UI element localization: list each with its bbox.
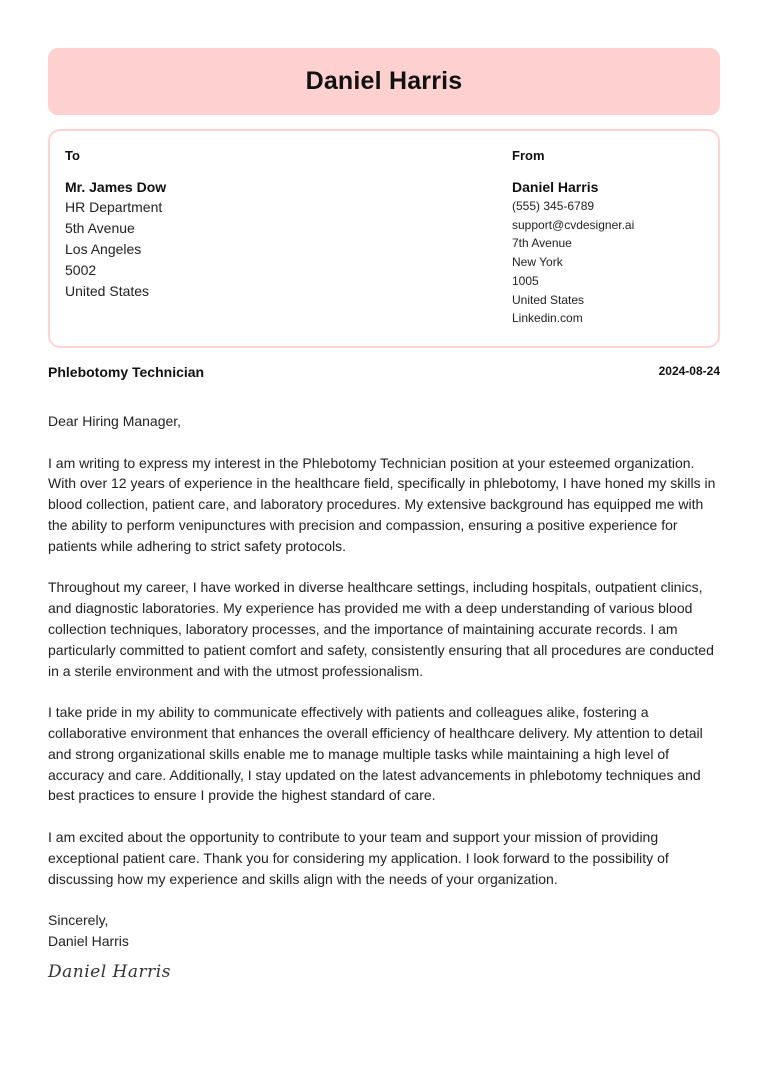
- body-paragraph: I am writing to express my interest in the Phlebotomy Technician position at your esteemed organization. With over 12 years of experience in the healthcare field, specifically in phlebotomy, I have honed my skills in blood collection, patient care, and laboratory procedures. My extensive background has equipped me with the ability to perform venipunctures with precision and compassion, ensuring a positive experience for patients while adhering to strict safety protocols.: [48, 454, 716, 554]
- closing-block: [48, 910, 722, 952]
- recipient-postal-code: 5002: [65, 262, 97, 278]
- sender-linkedin: Linkedin.com: [512, 311, 583, 326]
- address-block: [48, 129, 720, 348]
- sender-block: [512, 147, 634, 328]
- body-paragraph: I am excited about the opportunity to contribute to your team and support your mission of providing exceptional patient care. Thank you for considering my application. I look forward to the possibility of discussing how my experience and skills align with the needs of your organization.: [48, 828, 669, 887]
- recipient-department: HR Department: [65, 199, 163, 215]
- recipient-heading: To: [65, 148, 80, 163]
- recipient-name: Mr. James Dow: [65, 179, 167, 195]
- applicant-name-title: Daniel Harris: [305, 67, 463, 95]
- sender-email: support@cvdesigner.ai: [512, 217, 635, 232]
- letter-date: 2024-08-24: [658, 364, 720, 378]
- closing-phrase: Sincerely,: [48, 912, 109, 929]
- sender-city: New York: [512, 255, 563, 270]
- handwritten-signature: Daniel Harris: [48, 962, 171, 982]
- body-paragraph: Throughout my career, I have worked in diverse healthcare settings, including hospitals, outpatient clinics, and diagnostic laboratories. My experience has provided me with a deep understanding of various blood collection techniques, laboratory processes, and the importance of maintaining accurate records. I am particularly committed to patient comfort and safety, consistently ensuring that all procedures are conducted in a sterile environment and with the utmost professionalism.: [48, 579, 714, 679]
- sender-heading: From: [512, 148, 545, 163]
- salutation: Dear Hiring Manager,: [48, 413, 182, 429]
- job-title: Phlebotomy Technician: [48, 364, 205, 380]
- header-banner: [48, 48, 720, 115]
- sender-street: 7th Avenue: [512, 236, 572, 251]
- recipient-country: United States: [65, 283, 150, 299]
- sender-phone: (555) 345-6789: [512, 199, 595, 213]
- sender-country: United States: [512, 292, 585, 307]
- recipient-street: 5th Avenue: [65, 220, 135, 236]
- body-paragraph: I take pride in my ability to communicate effectively with patients and colleagues alike, fostering a collaborative environment that enhances the overall efficiency of healthcare delivery. My attention to detail and strong organizational skills enable me to manage multiple tasks while maintaining a high level of accuracy and care. Additionally, I stay updated on the latest advancements in phlebotomy techniques and best practices to ensure I provide the highest standard of care.: [48, 704, 703, 804]
- closing-name: Daniel Harris: [48, 932, 129, 949]
- letter-body: [48, 411, 722, 952]
- sender-postal-code: 1005: [512, 273, 539, 288]
- recipient-block: [65, 147, 166, 302]
- recipient-city: Los Angeles: [65, 241, 142, 257]
- sender-name: Daniel Harris: [512, 179, 599, 195]
